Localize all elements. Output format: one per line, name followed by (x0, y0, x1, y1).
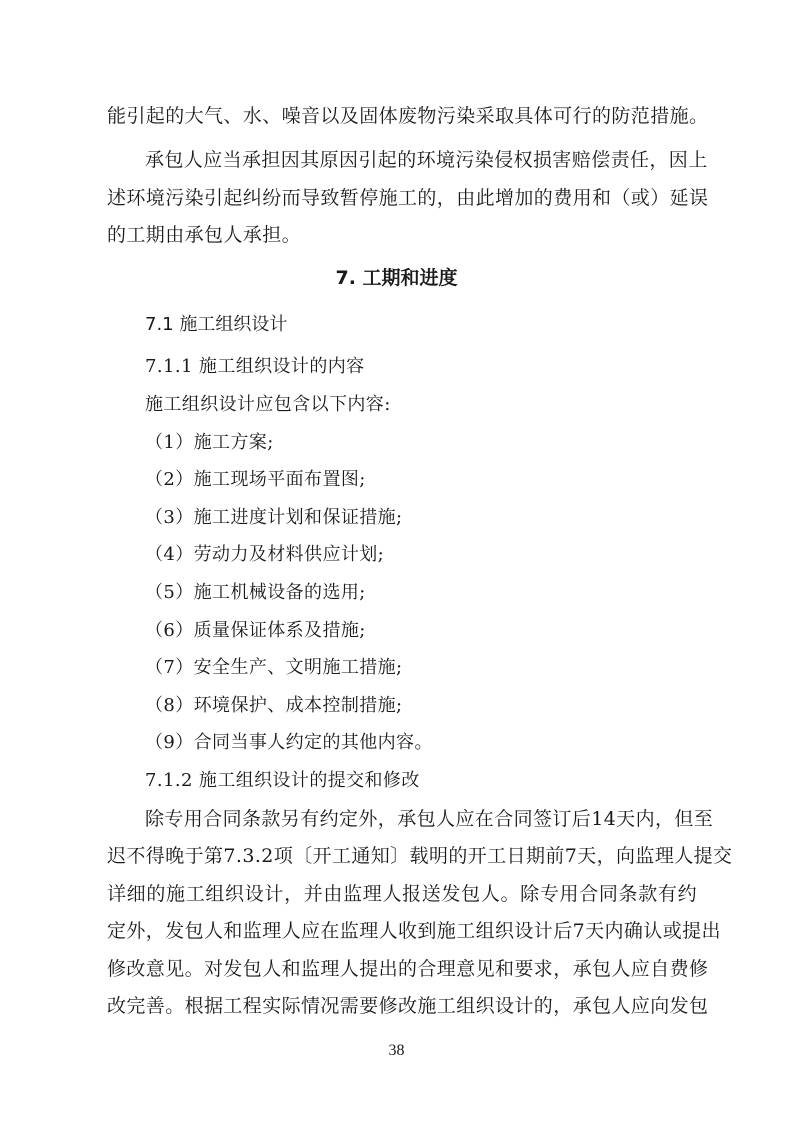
list-item: （8）环境保护、成本控制措施; (145, 695, 403, 716)
section-heading: 7. 工期和进度 (335, 267, 458, 289)
list-item: （2）施工现场平面布置图; (145, 469, 366, 490)
clause-7-1-2-line-3: 详细的施工组织设计，并由监理人报送发包人。除专用合同条款有约 (107, 883, 697, 905)
list-item: （5）施工机械设备的选用; (145, 582, 366, 603)
list-item: （4）劳动力及材料供应计划; (145, 544, 385, 565)
clause-7-1-2-line-4: 定外，发包人和监理人应在监理人收到施工组织设计后7天内确认或提出 (107, 920, 721, 942)
continuation-line-1: 能引起的大气、水、噪音以及固体废物污染采取具体可行的防范措施。 (107, 105, 709, 127)
list-item: （6）质量保证体系及措施; (145, 620, 366, 641)
clause-7-1-2-line-2: 迟不得晚于第7.3.2项〔开工通知〕载明的开工日期前7天，向监理人提交 (107, 845, 733, 867)
subsection-heading: 7.1 施工组织设计 (145, 314, 288, 335)
clause-7-1-2-title: 7.1.2 施工组织设计的提交和修改 (145, 770, 420, 791)
clause-7-1-2-line-5: 修改意见。对发包人和监理人提出的合理意见和要求，承包人应自费修 (107, 958, 709, 980)
liability-para-line-3: 的工期由承包人承担。 (107, 224, 302, 246)
clause-7-1-2-line-1: 除专用合同条款另有约定外，承包人应在合同签订后14天内，但至 (145, 808, 714, 830)
list-item: （3）施工进度计划和保证措施; (145, 507, 403, 528)
liability-para-line-1: 承包人应当承担因其原因引起的环境污染侵权损害赔偿责任，因上 (145, 149, 708, 171)
clause-7-1-1-title: 7.1.1 施工组织设计的内容 (145, 356, 365, 377)
page-number: 38 (388, 1042, 405, 1059)
clause-7-1-1-intro: 施工组织设计应包含以下内容: (145, 394, 391, 415)
liability-para-line-2: 述环境污染引起纠纷而导致暂停施工的，由此增加的费用和（或）延误 (107, 187, 709, 209)
list-item: （1）施工方案; (145, 432, 274, 453)
list-item: （9）合同当事人约定的其他内容。 (145, 732, 433, 753)
clause-7-1-2-line-6: 改完善。根据工程实际情况需要修改施工组织设计的，承包人应向发包 (107, 995, 709, 1017)
list-item: （7）安全生产、文明施工措施; (145, 657, 403, 678)
